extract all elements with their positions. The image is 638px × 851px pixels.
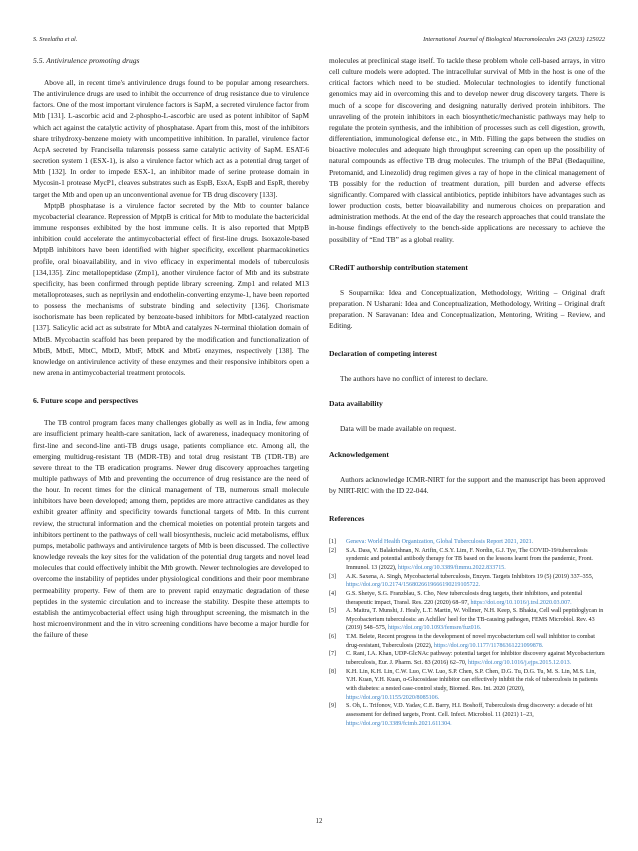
running-header bbox=[33, 36, 605, 43]
reference-number: [8] bbox=[329, 668, 337, 675]
reference-list bbox=[329, 538, 605, 728]
right-column bbox=[329, 55, 605, 728]
reference-link[interactable]: https://doi.org/10.1016/j.ejps.2015.12.013. bbox=[467, 660, 572, 667]
reference-item bbox=[329, 573, 605, 590]
references-title: References bbox=[329, 513, 365, 523]
reference-item bbox=[329, 547, 605, 573]
reference-number: [3] bbox=[329, 573, 337, 580]
reference-link[interactable]: https://doi.org/10.1016/j.trsl.2020.03.007. bbox=[470, 599, 572, 606]
reference-link[interactable]: https://doi.org/10.1093/femsre/fuz016. bbox=[387, 625, 482, 632]
reference-text: C. Rani, I.A. Khan, UDP-GlcNAc pathway: potential target for inhibitor discovery against Mycobacterium tuberculosis, Eur. J. Pharm. Sci. 83 (2016) 62–70, bbox=[346, 651, 605, 667]
reference-text: K.H. Lin, K.H. Lin, C.W. Luo, C.W. Luo, S.P. Chen, S.P. Chen, D.G. Tu, D.G. Tu, M. S. Lin, M.S. Lin, Y.H. Kuan, Y.H. Kuan, α-Glucosidase inhibitor can effectively inhibit the risk of tuberculosis in patients with diabetes: a nested case-control study, Biomed. Res. Int. 2020 (2020), bbox=[346, 668, 598, 693]
competing-interest-text: The authors have no conflict of interest to declare. bbox=[340, 374, 488, 384]
reference-link[interactable]: https://doi.org/10.3389/fcimb.2021.611304. bbox=[346, 720, 452, 727]
section-5-5-paragraph-2: MptpB phosphatase is a virulence factor secreted by the Mtb to counter balance mycobacterial clearance. Repression of MptpB is critical for Mtb to modulate the bactericidal immune responses exhibited by the host immune cells. It is also reported that MptpB inhibition could accelerate the antimycobacterial effect of first-line drugs. Isoxazole-based MptpB inhibitors have been identified with higher specificity, excellent pharmacokinetics profile, oral bioavailability, and in vivo efficacy in experimental models of tuberculosis [134,135]. Zinc metallopeptidase (Zmp1), another virulence factor of Mtb and its substrate specificity, has been confirmed through peptide library screening. Zmp1 and related M13 metalloproteases, such as neprilysin and endothelin-converting enzyme-1, have been reported to possess the mechanisms of substrate binding and selectivity [136]. Chorismate isochorismate has been replicated by benzoate-based inhibitors for MbtI-catalyzed reaction [137]. Salicylic acid act as substrate for MbtA and catalyzes N-terminal thiolation domain of MbtB. Mycobactin scaffold has been prepared by the modification and functionalization of MbtB, MbtE, MbtC, MbtD, MbtF, MbtK and MbtG enzymes, respectively [138]. The knowledge on antivirulence activity of these enzymes and their responsive inhibitors open a new arena in antimycobacterial treatment protocols. bbox=[33, 200, 309, 378]
reference-item bbox=[329, 607, 605, 633]
section-5-5-paragraph-1: Above all, in recent time's antivirulence drugs found to be popular among researchers. The antivirulence drugs are used to inhibit the occurrence of drug resistance due to virulence factors. One of the most important virulence factors is SapM, a secreted virulence factor from Mtb [131]. L-ascorbic acid and 2-phospho-L-ascorbic are used as potent inhibitor of SapM which act against the catalytic activity of phosphatase. Apart from this, most of the inhibitors share trihydroxy-benzene moiety with uncompetitive inhibition. In parallel, virulence factor AcpA secreted by Francisella tularensis possess same catalytic activity of SapM. ESAT-6 secretion system 1 (ESX-1), is also a virulence factor which act as a potential drug target of Mtb [132]. In order to impede ESX-1, an inhibitor made of serine protease domain in Mycosin-1 protease MycP1, cleaves substrates such as EspB, EsxA, EspB and EspR, thereby target the Mtb and open up an unconventional avenue for TB drug discovery [133]. bbox=[33, 78, 309, 199]
reference-link[interactable]: https://doi.org/10.3389/fimmu.2022.833715. bbox=[397, 564, 506, 571]
reference-text: G.S. Shetye, S.G. Franzblau, S. Cho, New tuberculosis drug targets, their inhibitors, and potential therapeutic impact, Transl. Res. 220 (2020) 68–97, bbox=[346, 590, 583, 606]
reference-number: [9] bbox=[329, 703, 337, 710]
reference-link[interactable]: Geneva: World Health Organization, Global Tuberculosis Report 2021, 2021. bbox=[346, 538, 534, 545]
reference-link[interactable]: https://doi.org/10.2174/1568026619666190219105722. bbox=[346, 582, 481, 589]
page-number: 12 bbox=[315, 818, 323, 825]
data-availability-title: Data availability bbox=[329, 399, 383, 409]
competing-interest-title: Declaration of competing interest bbox=[329, 349, 438, 359]
data-availability-text: Data will be made available on request. bbox=[340, 424, 457, 434]
reference-number: [4] bbox=[329, 590, 337, 597]
left-column bbox=[33, 55, 309, 640]
acknowledgement-text: Authors acknowledge ICMR-NIRT for the support and the manuscript has been approved by NIRT-RIC with the ID 22-044. bbox=[329, 474, 605, 495]
header-authors: S. Sreelatha et al. bbox=[33, 36, 78, 43]
reference-number: [7] bbox=[329, 651, 337, 658]
credit-text: S Souparnika: Idea and Conceptualization, Methodology, Writing – Original draft preparation. N Usharani: Idea and Conceptualization, Methodology, Writing – Original draft preparation. N Saravanan: Idea and Conceptualization, Mentoring, Writing – Review, and Editing. bbox=[329, 287, 605, 331]
section-6-paragraph-1: The TB control program faces many challenges globally as well as in India, few among are insufficient primary health-care sanitation, lack of awareness, inadequacy monitoring of first-line and second-line anti-TB drugs usage, patients compliance etc. Among all, the emerging multidrug-resistant TB (MDR-TB) and total drug resistant TB (TDR-TB) are severe threat to the TB eradication programs. Newer drug discovery approaches targeting multiple pathways of Mtb and preventing the occurrence of drug resistance are the need of the hour. In recent times for the clinical management of TB, numerous small molecule inhibitors have been developed; among them, peptides are more attractive candidates as they exhibit greater affinity and specificity towards functional targets of Mtb. In this current review, the structural information and the chemical moieties on potential protein targets and inhibitors pertinent to the pathways of cell wall biosynthesis, nucleic acid metabolisms, efflux pumps, metabolic pathways and antivirulence targets of Mtb is been discussed. The collective knowledge reveals the key sites for the validation of the potential drug targets and novel lead molecules that could effectively inhibit the Mtb growth. Newer technologies are developed to overcome the instability of peptides under physiological conditions and their poor membrane permeability property. Few of them are to prevent rapid enzymatic degradation of these peptides in the systemic circulation and to increase the stability. Despite these attempts to establish the antimycobacterial effect using high throughput screening, the mismatch in the host microenvironment and the in vitro screening conditions have become a major hurdle for the failure of these bbox=[33, 418, 310, 640]
section-6-title: 6. Future scope and perspectives bbox=[33, 396, 139, 406]
acknowledgement-title: Acknowledgement bbox=[329, 449, 389, 459]
reference-item bbox=[329, 702, 605, 728]
reference-text: S.A. Dass, V. Balakrishnan, N. Arifin, C.S.Y. Lim, F. Nordin, G.J. Tye, The COVID-19/tuberculosis syndemic and potential antibody therapy for TB based on the lessons learnt from the pandemic, Front. Immunol. 13 (2022), bbox=[346, 547, 593, 571]
reference-number: [2] bbox=[329, 547, 337, 554]
reference-link[interactable]: https://doi.org/10.1177/11786361221099878. bbox=[433, 642, 544, 649]
reference-text: S. Oh, L. Trifonov, V.D. Yadav, C.E. Barry, H.I. Boshoff, Tuberculosis drug discovery: a decade of hit assessment for defined targets, Front. Cell. Infect. Microbiol. 11 (2021) 1–23, bbox=[346, 703, 593, 719]
reference-text: T.M. Belete, Recent progress in the development of novel mycobacterium cell wall inhibitor to combat drug-resistant, Tuberculosis (2022), bbox=[346, 634, 595, 649]
reference-item bbox=[329, 633, 605, 650]
reference-text: A.K. Saxena, A. Singh, Mycobacterial tuberculosis, Enzym. Targets Inhibitors 19 (5) (2019) 337–355, bbox=[346, 573, 594, 580]
reference-item bbox=[329, 650, 605, 667]
reference-link[interactable]: https://doi.org/10.1155/2020/8085106. bbox=[346, 694, 440, 701]
reference-item bbox=[329, 538, 605, 547]
reference-item bbox=[329, 590, 605, 607]
reference-number: [6] bbox=[329, 634, 337, 641]
section-6-paragraph-1-continued: molecules at preclinical stage itself. To tackle these problem whole cell-based arrays, in vitro cell culture models were adopted. The intracellular survival of Mtb in the host is one of the critical factors which need to be studied. Molecular technologies to identify functional genomics may aid in overcoming this and to develop newer drug discovery targets. There is much of a scope for discovering and designing naturally derived protein inhibitors. The unraveling of the protein inhibitors in each biosynthetic/mechanistic pathways may help to regulate the protein synthesis, and the inhibition of processes such as cell digestion, growth, differentiation, immunological defense etc., in Mtb. Filling the gaps between the studies on bioactive molecules and adequate high throughput screening can open up the possibility of natural compounds as effective TB drug molecules. The triumph of the BPaI (Bedaquiline, Pretomanid, and Linezolid) drug regimen gives a ray of hope in the clinical management of TB possibly for the reduction of treatment duration, pill burden and adverse effects significantly. Compared with classical antibiotics, peptide inhibitors have advantages such as lower production costs, better bioavailability and numerous choices on preparation and administration methods. At the end of the day the research approaches that could translate the in-house findings effectively to the bench-side applications are necessary to achieve the possibility of “End TB” as a global reality. bbox=[329, 56, 605, 244]
reference-text: A. Maitra, T. Munshi, J. Healy, L.T. Martin, W. Vollmer, N.H. Keep, S. Bhakta, Cell wall peptidoglycan in Mycobacterium tuberculosis: an Achilles' heel for the TB-causing pathogen, FEMS Microbiol. Rev. 43 (2019) 548–575, bbox=[346, 608, 604, 632]
reference-number: [5] bbox=[329, 608, 337, 615]
credit-title: CRediT authorship contribution statement bbox=[329, 262, 468, 272]
reference-number: [1] bbox=[329, 538, 337, 545]
header-journal: International Journal of Biological Macromolecules 243 (2023) 125022 bbox=[423, 36, 605, 43]
section-5-5-title: 5.5. Antivirulence promoting drugs bbox=[33, 56, 140, 65]
reference-item bbox=[329, 668, 605, 703]
